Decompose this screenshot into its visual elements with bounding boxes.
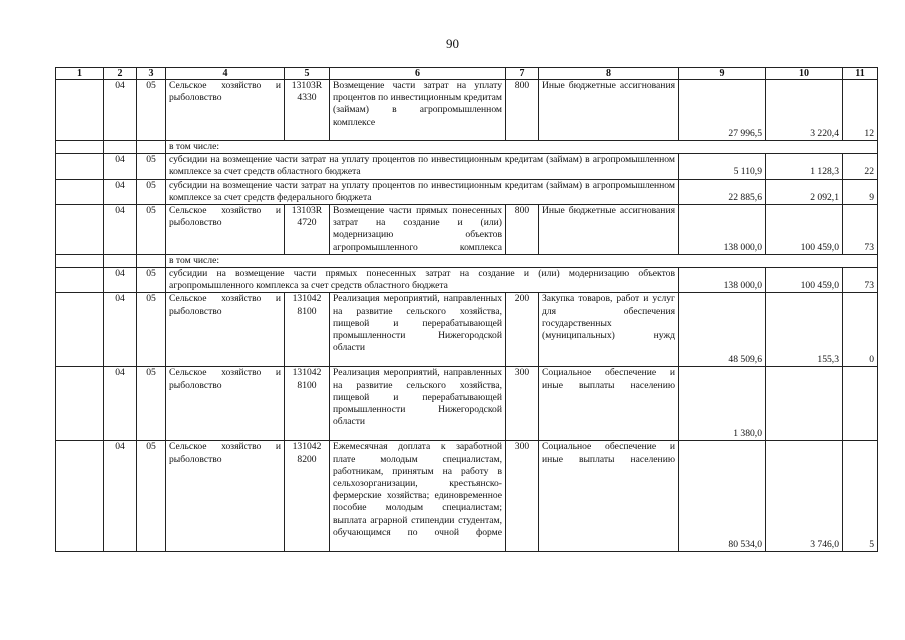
subsidy-description: субсидии на возмещение части прямых понесенных затрат на создание и (или) модернизацию объектов агропромышленного комплекса за счет средств областного бюджета (166, 268, 679, 293)
section-code: 04 (104, 154, 137, 179)
expense-type-code: 800 (506, 205, 539, 255)
empty-cell (56, 141, 104, 154)
amount-executed: 1 128,3 (766, 154, 843, 179)
expense-description: Ежемесячная доплата к заработной плате молодым специалистам, работникам, принятым на работу в сельхозорганизации, крестьянско-фермерские хозяйства; единовременное пособие молодым специалистам; выплата аграрной стипендии студентам, обучающимся по очной форме (330, 441, 506, 552)
header-cell: 2 (104, 68, 137, 80)
expense-description: Реализация мероприятий, направленных на развитие сельского хозяйства, пищевой и перерабатывающей промышленности Нижегородской области (330, 293, 506, 367)
header-row (56, 68, 878, 80)
expense-type-name: Иные бюджетные ассигнования (539, 80, 679, 141)
page-number: 90 (446, 36, 459, 51)
table-row (56, 367, 878, 441)
execution-percent: 12 (843, 80, 878, 141)
execution-percent: 9 (843, 179, 878, 204)
section-name: Сельское хозяйство и рыболовство (166, 367, 285, 441)
section-code: 04 (104, 441, 137, 552)
subsection-code: 05 (137, 441, 166, 552)
expense-type-name: Закупка товаров, работ и услуг для обеспечения государственных (муниципальных) нужд (539, 293, 679, 367)
amount-executed (766, 367, 843, 441)
empty-cell (137, 254, 166, 267)
header-cell: 9 (679, 68, 766, 80)
header-cell: 4 (166, 68, 285, 80)
subsection-code: 05 (137, 154, 166, 179)
subsection-code: 05 (137, 367, 166, 441)
subsection-code: 05 (137, 205, 166, 255)
empty-cell (56, 179, 104, 204)
amount-planned: 138 000,0 (679, 205, 766, 255)
subsection-code: 05 (137, 268, 166, 293)
subsidy-description: субсидии на возмещение части затрат на уплату процентов по инвестиционным кредитам (займам) в агропромышленном комплексе за счет средств федерального бюджета (166, 179, 679, 204)
target-article-code: 131042 8200 (285, 441, 330, 552)
target-article-code: 13103R 4720 (285, 205, 330, 255)
subsidy-description: субсидии на возмещение части затрат на уплату процентов по инвестиционным кредитам (займам) в агропромышленном комплексе за счет средств областного бюджета (166, 154, 679, 179)
subsection-code: 05 (137, 293, 166, 367)
empty-cell (104, 141, 137, 154)
table-row (56, 268, 878, 293)
target-article-code: 13103R 4330 (285, 80, 330, 141)
expense-type-code: 300 (506, 367, 539, 441)
including-label: в том числе: (166, 141, 878, 154)
amount-planned: 48 509,6 (679, 293, 766, 367)
expense-description: Возмещение части затрат на уплату процентов по инвестиционным кредитам (займам) в агропромышленном комплексе (330, 80, 506, 141)
expense-type-name: Иные бюджетные ассигнования (539, 205, 679, 255)
section-name: Сельское хозяйство и рыболовство (166, 80, 285, 141)
header-cell: 8 (539, 68, 679, 80)
section-code: 04 (104, 367, 137, 441)
amount-planned: 22 885,6 (679, 179, 766, 204)
header-cell: 7 (506, 68, 539, 80)
section-code: 04 (104, 268, 137, 293)
header-cell: 1 (56, 68, 104, 80)
subsection-code: 05 (137, 179, 166, 204)
section-name: Сельское хозяйство и рыболовство (166, 293, 285, 367)
section-name: Сельское хозяйство и рыболовство (166, 441, 285, 552)
section-code: 04 (104, 80, 137, 141)
execution-percent: 73 (843, 268, 878, 293)
section-name: Сельское хозяйство и рыболовство (166, 205, 285, 255)
section-code: 04 (104, 293, 137, 367)
empty-cell (56, 154, 104, 179)
section-code: 04 (104, 179, 137, 204)
amount-executed: 2 092,1 (766, 179, 843, 204)
table-row (56, 80, 878, 141)
including-label: в том числе: (166, 254, 878, 267)
amount-planned: 1 380,0 (679, 367, 766, 441)
empty-cell (56, 268, 104, 293)
expense-type-code: 800 (506, 80, 539, 141)
table-row (56, 293, 878, 367)
header-cell: 11 (843, 68, 878, 80)
empty-cell (56, 293, 104, 367)
table-row (56, 205, 878, 255)
empty-cell (56, 80, 104, 141)
expense-type-code: 300 (506, 441, 539, 552)
expense-type-code: 200 (506, 293, 539, 367)
execution-percent: 73 (843, 205, 878, 255)
amount-planned: 138 000,0 (679, 268, 766, 293)
amount-executed: 3 746,0 (766, 441, 843, 552)
table-row (56, 441, 878, 552)
expense-type-name: Социальное обеспечение и иные выплаты населению (539, 367, 679, 441)
header-cell: 3 (137, 68, 166, 80)
section-code: 04 (104, 205, 137, 255)
header-cell: 6 (330, 68, 506, 80)
amount-planned: 80 534,0 (679, 441, 766, 552)
expense-description: Возмещение части прямых понесенных затрат на создание и (или) модернизацию объектов агропромышленного комплекса (330, 205, 506, 255)
amount-executed: 155,3 (766, 293, 843, 367)
header-cell: 5 (285, 68, 330, 80)
table-row (56, 154, 878, 179)
table-row (56, 179, 878, 204)
empty-cell (56, 205, 104, 255)
execution-percent: 0 (843, 293, 878, 367)
budget-table (55, 67, 878, 552)
amount-executed: 3 220,4 (766, 80, 843, 141)
table-row (56, 254, 878, 267)
table-row (56, 141, 878, 154)
target-article-code: 131042 8100 (285, 293, 330, 367)
amount-executed: 100 459,0 (766, 268, 843, 293)
empty-cell (56, 254, 104, 267)
empty-cell (56, 441, 104, 552)
empty-cell (104, 254, 137, 267)
execution-percent: 5 (843, 441, 878, 552)
expense-description: Реализация мероприятий, направленных на развитие сельского хозяйства, пищевой и перерабатывающей промышленности Нижегородской области (330, 367, 506, 441)
expense-type-name: Социальное обеспечение и иные выплаты населению (539, 441, 679, 552)
subsection-code: 05 (137, 80, 166, 141)
target-article-code: 131042 8100 (285, 367, 330, 441)
execution-percent: 22 (843, 154, 878, 179)
header-cell: 10 (766, 68, 843, 80)
amount-planned: 5 110,9 (679, 154, 766, 179)
empty-cell (56, 367, 104, 441)
execution-percent (843, 367, 878, 441)
empty-cell (137, 141, 166, 154)
amount-executed: 100 459,0 (766, 205, 843, 255)
amount-planned: 27 996,5 (679, 80, 766, 141)
